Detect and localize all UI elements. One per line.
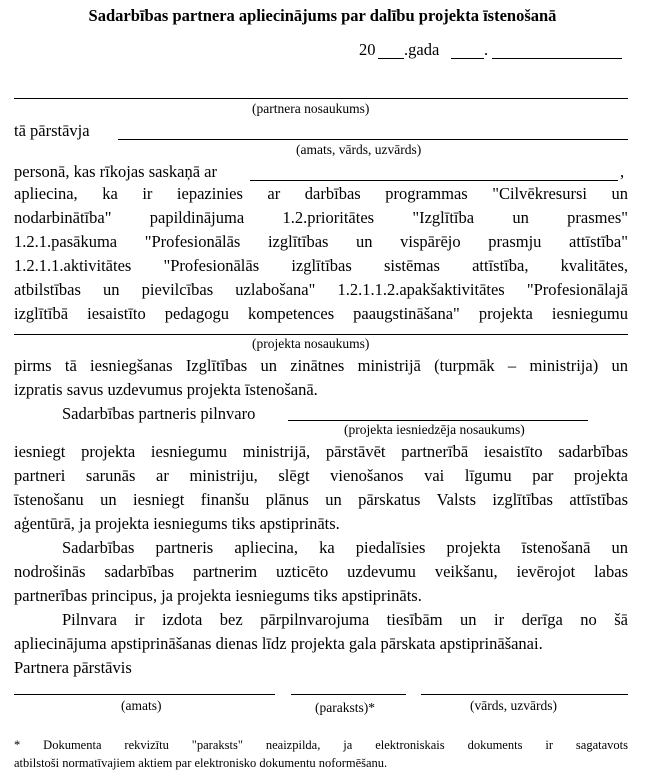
signature-line[interactable] [291,694,406,695]
para1-line: 1.2.1.pasākuma "Profesionālās izglītības un vispārējo prasmju attīstība" [14,232,628,251]
para1-line: atbilstības un pievilcības uzlabošana" 1.2.1.1.2.apakšaktivitātes "Profesionālajā [14,280,628,299]
para5-line: Pilnvara ir izdota bez pārpilnvarojuma tiesībām un ir derīga no šā [62,610,628,629]
full-name-caption: (vārds, uzvārds) [470,698,557,713]
para4-line: nodrošinās sadarbības partnerim uzticēto uzdevumu veikšanu, ievērojot labas [14,562,628,581]
project-name-caption: (projekta nosaukums) [252,336,370,351]
full-name-line[interactable] [421,694,628,695]
partner-name-line[interactable] [14,98,628,99]
date-year-suffix: .gada [404,40,440,59]
authorizes-label: Sadarbības partneris pilnvaro [62,404,256,423]
para2-line: pirms tā iesniegšanas Izglītības un zinātnes ministrijā (turpmāk – ministrija) un [14,356,628,375]
signature-caption: (paraksts)* [315,700,375,715]
position-line[interactable] [14,694,275,695]
legal-basis-line[interactable] [250,180,618,181]
para1-line: izglītībā iesaistīto pedagogu kompetences paaugstināšana" projekta iesniegumu [14,304,628,323]
position-name-caption: (amats, vārds, uzvārds) [296,142,422,157]
representative-label: tā pārstāvja [14,121,90,140]
para1-line: nodarbinātība" papildinājuma 1.2.prioritātes "Izglītība un prasmes" [14,208,628,227]
date-year-prefix: 20 [359,40,376,59]
date-dot: . [484,40,489,59]
footnote-last-line: atbilstoši normatīvajiem aktiem par elektronisko dokumentu noformēšanu. [14,756,388,770]
para5-last-line: apliecinājuma apstiprināšanas dienas līdz projekta gala pārskata apstiprināšanai. [14,634,543,653]
para4-line: Sadarbības partneris apliecina, ka piedalīsies projekta īstenošanā un [62,538,628,557]
date-month-line[interactable] [492,58,622,59]
para4-last-line: partnerības principus, ja projekta iesniegums tiks apstiprināts. [14,586,422,605]
para1-line: apliecina, ka ir iepazinies ar darbības programmas "Cilvēkresursi un [14,184,628,203]
project-name-line[interactable] [14,334,628,335]
para1-line: 1.2.1.1.aktivitātes "Profesionālās izglītības sistēmas attīstība, kvalitātes, [14,256,628,275]
para3-line: iesniegt projekta iesniegumu ministrijā, pārstāvēt partnerībā iesaistīto sadarbības [14,442,628,461]
representative-line[interactable] [118,139,628,140]
partner-rep-label: Partnera pārstāvis [14,658,132,677]
date-day-line[interactable] [451,58,484,59]
para2-last-line: izpratis savus uzdevumus projekta īstenošanā. [14,380,318,399]
para3-line: īstenošanu un iesniegt finanšu plānus un pārskatus Valsts izglītības attīstības [14,490,628,509]
para3-last-line: aģentūrā, ja projekta iesniegums tiks apstiprināts. [14,514,340,533]
position-caption: (amats) [121,698,162,713]
acts-by-label: personā, kas rīkojas saskaņā ar [14,162,217,181]
footnote-line: * Dokumenta rekvizītu "paraksts" neaizpilda, ja elektroniskais dokuments ir sagatavots [14,738,628,752]
partner-name-caption: (partnera nosaukums) [252,101,370,116]
para3-line: partneri sarunās ar ministriju, slēgt vienošanos vai līgumu par projekta [14,466,628,485]
acts-by-comma: , [620,162,625,181]
applicant-name-line[interactable] [288,420,588,421]
date-year-line[interactable] [378,58,404,59]
applicant-name-caption: (projekta iesniedzēja nosaukums) [344,422,525,437]
document-title: Sadarbības partnera apliecinājums par dalību projekta īstenošanā [88,6,557,25]
